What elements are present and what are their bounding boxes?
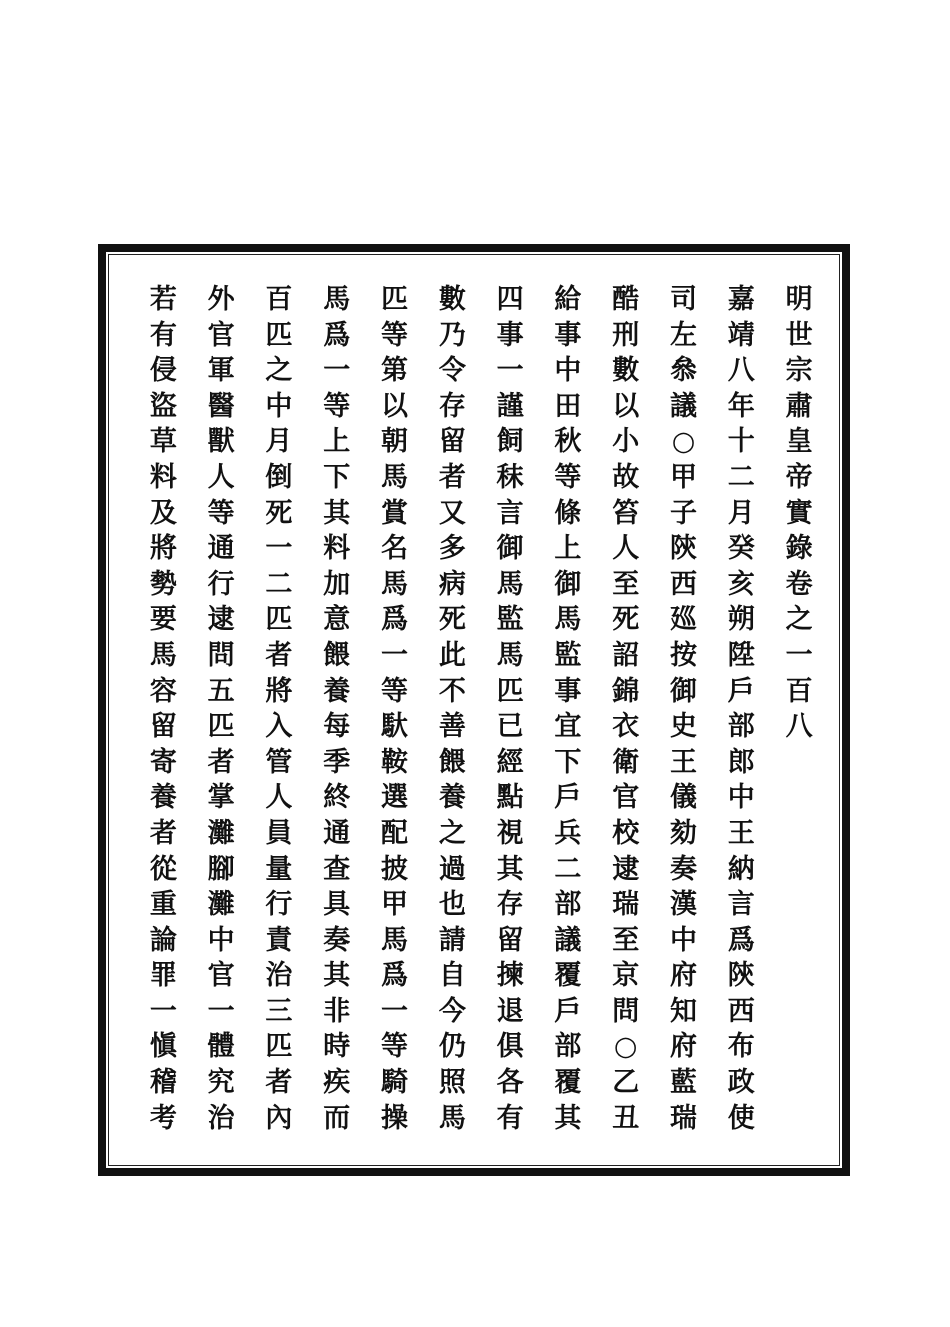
text-char: 皇 bbox=[785, 426, 813, 458]
text-char: 通 bbox=[207, 533, 235, 565]
text-column bbox=[308, 286, 366, 1146]
text-char: 已 bbox=[496, 711, 524, 743]
text-char: 人 bbox=[265, 782, 293, 814]
text-char: 史 bbox=[670, 711, 697, 743]
text-char: 政 bbox=[727, 1067, 755, 1099]
text-char: 稽 bbox=[149, 1067, 177, 1099]
text-char: 馬 bbox=[496, 639, 524, 671]
text-char: 季 bbox=[323, 746, 351, 778]
text-char: 戶 bbox=[554, 995, 582, 1027]
text-char: 論 bbox=[149, 924, 177, 956]
text-char: 一 bbox=[207, 995, 235, 1027]
text-char: 月 bbox=[265, 426, 293, 458]
text-char: 瑞 bbox=[670, 1102, 697, 1134]
text-char: 死 bbox=[438, 604, 466, 636]
text-char: 馬 bbox=[381, 924, 409, 956]
text-char: 匹 bbox=[207, 711, 235, 743]
text-char: 此 bbox=[438, 639, 466, 671]
text-char: 議 bbox=[670, 390, 697, 422]
text-char: 飼 bbox=[496, 426, 524, 458]
text-char: 二 bbox=[727, 461, 755, 493]
text-char: 非 bbox=[323, 995, 351, 1027]
text-char: 愼 bbox=[149, 1031, 177, 1063]
text-char: 部 bbox=[727, 711, 755, 743]
text-char: 世 bbox=[785, 319, 813, 351]
text-char: 馬 bbox=[554, 604, 582, 636]
text-char: 及 bbox=[149, 497, 177, 529]
text-char: 匹 bbox=[265, 319, 293, 351]
text-char: 言 bbox=[496, 497, 524, 529]
text-char: 馬 bbox=[149, 639, 177, 671]
text-char: 按 bbox=[670, 639, 697, 671]
text-char: 請 bbox=[438, 924, 466, 956]
text-char: 藍 bbox=[670, 1067, 697, 1099]
text-char: 酷 bbox=[612, 284, 640, 315]
text-char: 匹 bbox=[381, 284, 409, 315]
text-char: 爲 bbox=[381, 960, 409, 992]
text-char: 掌 bbox=[207, 782, 235, 814]
text-char: 宜 bbox=[554, 711, 582, 743]
text-char: 等 bbox=[207, 497, 235, 529]
text-char: 議 bbox=[554, 924, 582, 956]
text-char: 內 bbox=[265, 1102, 293, 1134]
text-char: 中 bbox=[670, 924, 697, 956]
text-char: 一 bbox=[496, 355, 524, 387]
text-char: 行 bbox=[265, 889, 293, 921]
text-char: 體 bbox=[207, 1031, 235, 1063]
text-char: 一 bbox=[381, 639, 409, 671]
text-char: 員 bbox=[265, 817, 293, 849]
text-char: 具 bbox=[323, 889, 351, 921]
text-char: 數 bbox=[612, 355, 640, 387]
text-char: 考 bbox=[149, 1102, 177, 1134]
text-char: 至 bbox=[612, 924, 640, 956]
text-char: 名 bbox=[381, 533, 409, 565]
text-char: 下 bbox=[323, 461, 351, 493]
text-char: 軍 bbox=[207, 355, 235, 387]
text-char: 揀 bbox=[496, 960, 524, 992]
text-char: 其 bbox=[496, 853, 524, 885]
text-char: 事 bbox=[554, 319, 582, 351]
text-char: 馬 bbox=[438, 1102, 466, 1134]
text-char: 勢 bbox=[149, 568, 177, 600]
text-char: 郎 bbox=[727, 746, 755, 778]
text-char: 有 bbox=[149, 319, 177, 351]
text-char: 肅 bbox=[785, 390, 813, 422]
text-char: 醫 bbox=[207, 390, 235, 422]
text-char: 司 bbox=[670, 284, 697, 315]
text-char: 匹 bbox=[265, 1031, 293, 1063]
text-char: 退 bbox=[496, 995, 524, 1027]
text-column bbox=[539, 286, 597, 1146]
text-char: 西 bbox=[727, 995, 755, 1027]
text-char: 將 bbox=[149, 533, 177, 565]
text-char: 馬 bbox=[496, 568, 524, 600]
text-char: 八 bbox=[727, 355, 755, 387]
text-char: 查 bbox=[323, 853, 351, 885]
text-char: 笞 bbox=[612, 497, 640, 529]
text-char: 之 bbox=[265, 355, 293, 387]
text-char: 鞍 bbox=[381, 746, 409, 778]
text-char: 養 bbox=[149, 782, 177, 814]
text-char: 死 bbox=[265, 497, 293, 529]
text-column bbox=[366, 286, 424, 1146]
text-char: 謹 bbox=[496, 390, 524, 422]
text-char: 嘉 bbox=[727, 284, 755, 315]
text-char: 一 bbox=[149, 995, 177, 1027]
text-char: 重 bbox=[149, 889, 177, 921]
text-char: 等 bbox=[381, 675, 409, 707]
text-char: 治 bbox=[265, 960, 293, 992]
text-char: 照 bbox=[438, 1067, 466, 1099]
text-char: 使 bbox=[727, 1102, 755, 1134]
text-char: 侵 bbox=[149, 355, 177, 387]
text-char: 量 bbox=[265, 853, 293, 885]
text-char: 爲 bbox=[727, 924, 755, 956]
text-char: 留 bbox=[496, 924, 524, 956]
text-char: 將 bbox=[265, 675, 293, 707]
text-char: 王 bbox=[670, 746, 697, 778]
text-char: 校 bbox=[612, 817, 640, 849]
text-char: 年 bbox=[727, 390, 755, 422]
text-char: 令 bbox=[438, 355, 466, 387]
text-char: 第 bbox=[381, 355, 409, 387]
text-char: 等 bbox=[381, 319, 409, 351]
text-char: 人 bbox=[612, 533, 640, 565]
text-char: 者 bbox=[438, 461, 466, 493]
text-char: 靖 bbox=[727, 319, 755, 351]
text-char: 府 bbox=[670, 960, 697, 992]
text-char: 盜 bbox=[149, 390, 177, 422]
text-char: 從 bbox=[149, 853, 177, 885]
text-char: 操 bbox=[381, 1102, 409, 1134]
text-char: 其 bbox=[323, 497, 351, 529]
text-char: 布 bbox=[727, 1031, 755, 1063]
text-char: 一 bbox=[323, 355, 351, 387]
text-char: 叅 bbox=[670, 355, 697, 387]
text-char: 灘 bbox=[207, 889, 235, 921]
text-char: 時 bbox=[323, 1031, 351, 1063]
text-char: 五 bbox=[207, 675, 235, 707]
text-char: 帝 bbox=[785, 461, 813, 493]
text-char: 草 bbox=[149, 426, 177, 458]
text-char: 劾 bbox=[670, 817, 697, 849]
text-char: 以 bbox=[381, 390, 409, 422]
text-char: 四 bbox=[496, 284, 524, 315]
text-char: 朝 bbox=[381, 426, 409, 458]
text-column bbox=[481, 286, 539, 1146]
text-char: 癸 bbox=[727, 533, 755, 565]
text-char: 一 bbox=[381, 995, 409, 1027]
text-char: 二 bbox=[554, 853, 582, 885]
text-char: 儀 bbox=[670, 782, 697, 814]
text-char: 至 bbox=[612, 568, 640, 600]
text-char: 漢 bbox=[670, 889, 697, 921]
text-char: 故 bbox=[612, 461, 640, 493]
text-char: 刑 bbox=[612, 319, 640, 351]
text-char: 料 bbox=[149, 461, 177, 493]
text-char: 部 bbox=[554, 1031, 582, 1063]
text-char: 者 bbox=[265, 639, 293, 671]
text-char: 戶 bbox=[727, 675, 755, 707]
text-column bbox=[655, 286, 713, 1146]
text-char: 留 bbox=[438, 426, 466, 458]
text-char: 御 bbox=[554, 568, 582, 600]
text-char: 罪 bbox=[149, 960, 177, 992]
text-char: 馬 bbox=[381, 568, 409, 600]
text-char: 留 bbox=[149, 711, 177, 743]
text-char: 寄 bbox=[149, 746, 177, 778]
text-char: 月 bbox=[727, 497, 755, 529]
text-char: 意 bbox=[323, 604, 351, 636]
text-char: 若 bbox=[149, 284, 177, 315]
text-char: 一 bbox=[785, 639, 813, 671]
text-char: 之 bbox=[785, 604, 813, 636]
text-char: 匹 bbox=[496, 675, 524, 707]
text-char: 覆 bbox=[554, 1067, 582, 1099]
text-char: 經 bbox=[496, 746, 524, 778]
text-column bbox=[250, 286, 308, 1146]
text-char: 爲 bbox=[323, 319, 351, 351]
text-char: 獸 bbox=[207, 426, 235, 458]
text-char: 多 bbox=[438, 533, 466, 565]
text-char: 疾 bbox=[323, 1067, 351, 1099]
text-char: 通 bbox=[323, 817, 351, 849]
text-char: 朔 bbox=[727, 604, 755, 636]
text-char: 等 bbox=[381, 1031, 409, 1063]
text-char: 逮 bbox=[207, 604, 235, 636]
text-char: 甲 bbox=[381, 889, 409, 921]
text-char: 甲 bbox=[670, 461, 697, 493]
text-char: 點 bbox=[496, 782, 524, 814]
text-char: 乃 bbox=[438, 319, 466, 351]
text-char: 外 bbox=[207, 284, 235, 315]
text-char: 御 bbox=[496, 533, 524, 565]
text-column bbox=[423, 286, 481, 1146]
text-char: 馬 bbox=[381, 461, 409, 493]
text-char: 中 bbox=[554, 355, 582, 387]
text-char: 養 bbox=[438, 782, 466, 814]
text-char: 奏 bbox=[670, 853, 697, 885]
text-char: 二 bbox=[265, 568, 293, 600]
text-char: 子 bbox=[670, 497, 697, 529]
text-char: 乙 bbox=[612, 1067, 640, 1099]
text-char: 行 bbox=[207, 568, 235, 600]
text-char: 善 bbox=[438, 711, 466, 743]
text-char: 中 bbox=[727, 782, 755, 814]
text-char: 要 bbox=[149, 604, 177, 636]
text-char: 餵 bbox=[438, 746, 466, 778]
text-char: 入 bbox=[265, 711, 293, 743]
text-char: 奏 bbox=[323, 924, 351, 956]
text-char: 官 bbox=[207, 319, 235, 351]
text-char: 言 bbox=[727, 889, 755, 921]
text-char: 馱 bbox=[381, 711, 409, 743]
text-char: 秋 bbox=[554, 426, 582, 458]
text-char: 衣 bbox=[612, 711, 640, 743]
text-char: 事 bbox=[496, 319, 524, 351]
text-char: ○ bbox=[671, 426, 696, 458]
text-char: ○ bbox=[613, 1031, 638, 1063]
text-char: 衛 bbox=[612, 746, 640, 778]
text-char: 中 bbox=[207, 924, 235, 956]
text-char: 官 bbox=[207, 960, 235, 992]
text-char: 部 bbox=[554, 889, 582, 921]
text-char: 選 bbox=[381, 782, 409, 814]
text-char: 其 bbox=[554, 1102, 582, 1134]
text-char: 者 bbox=[207, 746, 235, 778]
text-char: 卷 bbox=[785, 568, 813, 600]
text-char: 錦 bbox=[612, 675, 640, 707]
text-char: 死 bbox=[612, 604, 640, 636]
text-char: 戶 bbox=[554, 782, 582, 814]
text-char: 覆 bbox=[554, 960, 582, 992]
text-char: 存 bbox=[438, 390, 466, 422]
text-char: 各 bbox=[496, 1067, 524, 1099]
text-char: 錄 bbox=[785, 533, 813, 565]
text-char: 賞 bbox=[381, 497, 409, 529]
text-column bbox=[134, 286, 192, 1146]
text-char: 給 bbox=[554, 284, 582, 315]
text-char: 倒 bbox=[265, 461, 293, 493]
text-char: 三 bbox=[265, 995, 293, 1027]
text-char: 等 bbox=[554, 461, 582, 493]
text-char: 官 bbox=[612, 782, 640, 814]
text-char: 御 bbox=[670, 675, 697, 707]
text-char: 加 bbox=[323, 568, 351, 600]
text-char: 人 bbox=[207, 461, 235, 493]
text-char: 詔 bbox=[612, 639, 640, 671]
text-column-title bbox=[770, 286, 828, 1146]
text-char: 披 bbox=[381, 853, 409, 885]
text-char: 今 bbox=[438, 995, 466, 1027]
text-char: 馬 bbox=[323, 284, 351, 315]
text-char: 之 bbox=[438, 817, 466, 849]
text-column bbox=[712, 286, 770, 1146]
text-char: 納 bbox=[727, 853, 755, 885]
text-char: 陞 bbox=[727, 639, 755, 671]
text-char: 騎 bbox=[381, 1067, 409, 1099]
text-char: 瑞 bbox=[612, 889, 640, 921]
text-char: 知 bbox=[670, 995, 697, 1027]
text-char: 爲 bbox=[381, 604, 409, 636]
text-char: 實 bbox=[785, 497, 813, 529]
text-column bbox=[192, 286, 250, 1146]
text-char: 陝 bbox=[670, 533, 697, 565]
text-char: 數 bbox=[438, 284, 466, 315]
vertical-text-block bbox=[134, 286, 828, 1146]
text-char: 陝 bbox=[727, 960, 755, 992]
text-char: 丑 bbox=[612, 1102, 640, 1134]
text-char: 逮 bbox=[612, 853, 640, 885]
text-char: 監 bbox=[554, 639, 582, 671]
text-char: 中 bbox=[265, 390, 293, 422]
text-char: 王 bbox=[727, 817, 755, 849]
text-char: 配 bbox=[381, 817, 409, 849]
text-char: 終 bbox=[323, 782, 351, 814]
text-char: 以 bbox=[612, 390, 640, 422]
text-char: 又 bbox=[438, 497, 466, 529]
text-char: 上 bbox=[554, 533, 582, 565]
text-char: 問 bbox=[612, 995, 640, 1027]
text-char: 田 bbox=[554, 390, 582, 422]
text-char: 視 bbox=[496, 817, 524, 849]
text-char: 治 bbox=[207, 1102, 235, 1134]
text-char: 自 bbox=[438, 960, 466, 992]
text-char: 俱 bbox=[496, 1031, 524, 1063]
text-char: 究 bbox=[207, 1067, 235, 1099]
text-char: 存 bbox=[496, 889, 524, 921]
text-char: 府 bbox=[670, 1031, 697, 1063]
text-char: 秣 bbox=[496, 461, 524, 493]
text-char: 腳 bbox=[207, 853, 235, 885]
text-char: 百 bbox=[785, 675, 813, 707]
text-char: 宗 bbox=[785, 355, 813, 387]
text-char: 料 bbox=[323, 533, 351, 565]
text-char: 問 bbox=[207, 639, 235, 671]
text-char: 一 bbox=[265, 533, 293, 565]
text-char: 養 bbox=[323, 675, 351, 707]
text-char: 責 bbox=[265, 924, 293, 956]
text-char: 有 bbox=[496, 1102, 524, 1134]
text-char: 左 bbox=[670, 319, 697, 351]
text-char: 百 bbox=[265, 284, 293, 315]
text-char: 八 bbox=[785, 711, 813, 743]
text-char: 事 bbox=[554, 675, 582, 707]
text-char: 條 bbox=[554, 497, 582, 529]
text-char: 監 bbox=[496, 604, 524, 636]
text-char: 兵 bbox=[554, 817, 582, 849]
text-char: 其 bbox=[323, 960, 351, 992]
text-char: 廵 bbox=[670, 604, 697, 636]
text-char: 者 bbox=[149, 817, 177, 849]
text-char: 也 bbox=[438, 889, 466, 921]
text-char: 管 bbox=[265, 746, 293, 778]
text-char: 匹 bbox=[265, 604, 293, 636]
text-char: 小 bbox=[612, 426, 640, 458]
text-char: 過 bbox=[438, 853, 466, 885]
text-char: 上 bbox=[323, 426, 351, 458]
text-char: 病 bbox=[438, 568, 466, 600]
text-char: 亥 bbox=[727, 568, 755, 600]
text-char: 不 bbox=[438, 675, 466, 707]
text-char: 等 bbox=[323, 390, 351, 422]
text-char: 下 bbox=[554, 746, 582, 778]
text-char: 十 bbox=[727, 426, 755, 458]
text-column bbox=[597, 286, 655, 1146]
text-char: 而 bbox=[323, 1102, 351, 1134]
text-char: 京 bbox=[612, 960, 640, 992]
text-char: 仍 bbox=[438, 1031, 466, 1063]
text-char: 容 bbox=[149, 675, 177, 707]
text-char: 灘 bbox=[207, 817, 235, 849]
text-char: 餵 bbox=[323, 639, 351, 671]
text-char: 者 bbox=[265, 1067, 293, 1099]
text-char: 每 bbox=[323, 711, 351, 743]
text-char: 明 bbox=[785, 284, 813, 315]
text-char: 西 bbox=[670, 568, 697, 600]
